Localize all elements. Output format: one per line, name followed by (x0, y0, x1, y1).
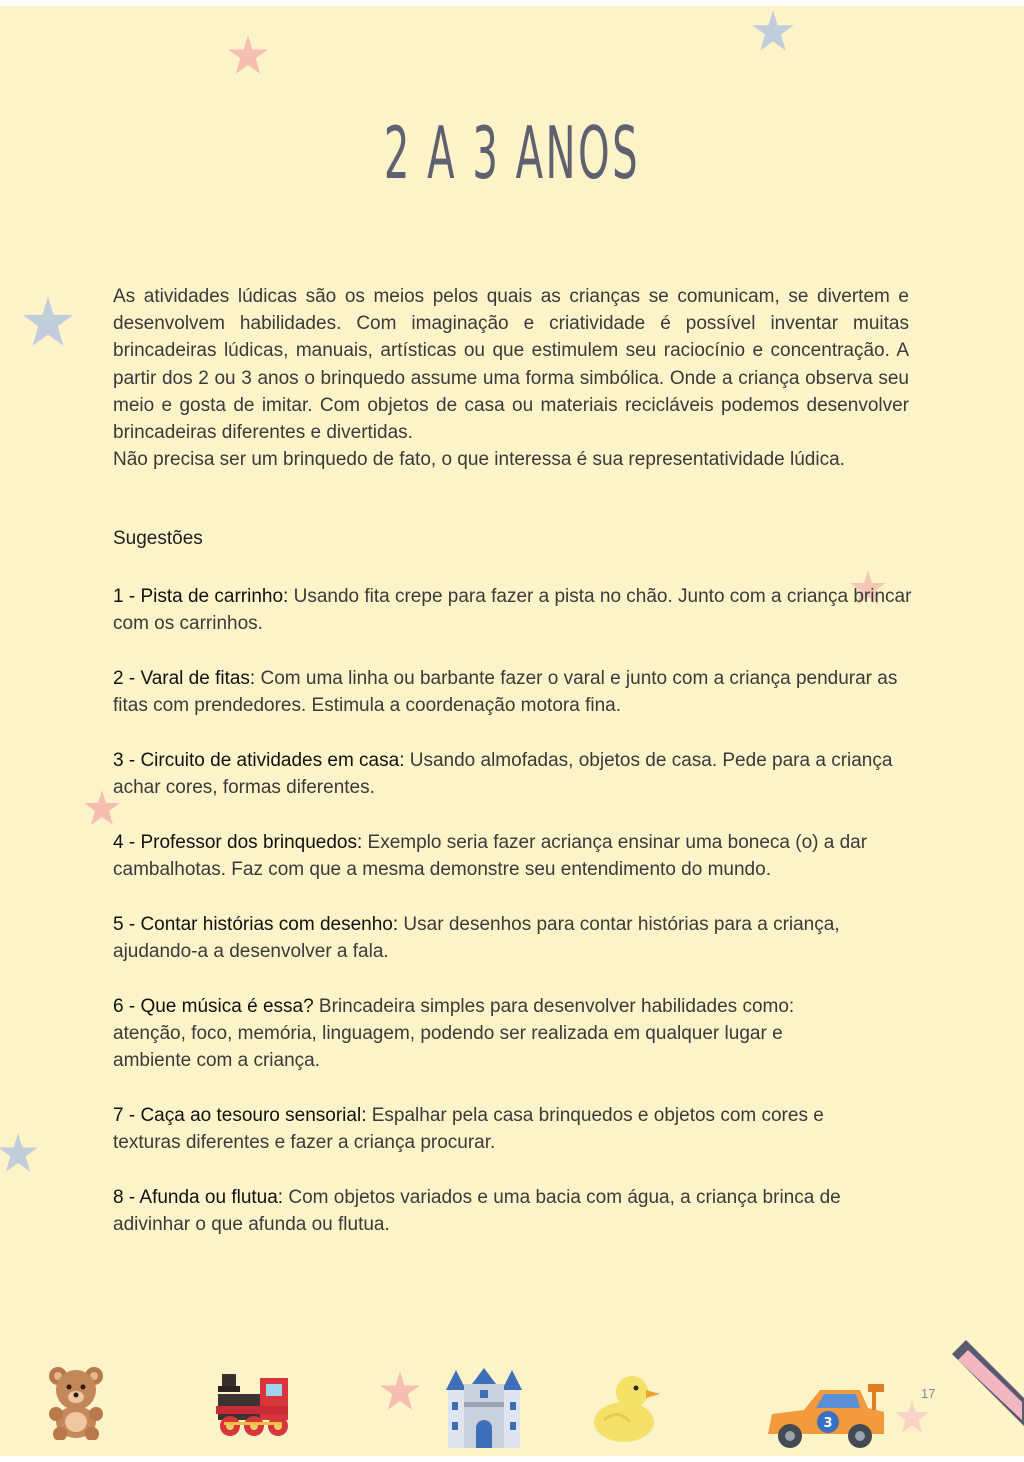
intro-text (113, 283, 909, 473)
race-car-number: 3 (823, 1416, 833, 1431)
suggestion-text: Com uma linha ou barbante fazer o varal e junto com a criança pendurar as fitas com prendedores. Estimula a coordenação motora fina. (113, 668, 898, 717)
suggestion-item (113, 911, 913, 965)
suggestion-item (113, 1102, 883, 1156)
race-car-icon (764, 1380, 888, 1452)
intro-paragraph: As atividades lúdicas são os meios pelos quais as crianças se comunicam, se divertem e desenvolvem habilidades. Com imaginação e criatividade é possível inventar muitas brincadeiras lúdicas, manuais, artísticas ou que estimulem seu raciocínio e concentração. A partir dos 2 ou 3 anos o brinquedo assume uma forma simbólica. Onde a criança observa seu meio e gosta de imitar. Com objetos de casa ou materiais recicláveis podemos desenvolver brincadeiras diferentes e divertidas. (113, 286, 909, 444)
crayon-icon (942, 1340, 1024, 1440)
train-icon (216, 1370, 292, 1440)
suggestion-title: 1 - Pista de carrinho: (113, 586, 289, 607)
suggestion-title: 5 - Contar histórias com desenho: (113, 914, 399, 935)
suggestion-title: 8 - Afunda ou flutua: (113, 1187, 284, 1208)
pink-star-icon (893, 1398, 931, 1436)
suggestion-text: Com objetos variados e uma bacia com água, a criança brinca de adivinhar o que afunda ou flutua. (113, 1187, 841, 1236)
suggestion-item (113, 747, 913, 801)
teddy-bear-icon (44, 1364, 108, 1440)
pink-star-icon (226, 33, 270, 77)
pink-star-icon (378, 1369, 422, 1413)
suggestion-item (113, 1184, 913, 1238)
suggestion-title: 2 - Varal de fitas: (113, 668, 256, 689)
rubber-duck-icon (590, 1368, 662, 1446)
suggestion-item (113, 583, 913, 637)
suggestion-item (113, 993, 853, 1075)
suggestion-title: 4 - Professor dos brinquedos: (113, 832, 363, 853)
suggestion-item (113, 829, 913, 883)
suggestion-text: Usar desenhos para contar histórias para a criança, ajudando-a a desenvolver a fala. (113, 914, 840, 963)
page-title: 2 A 3 ANOS (383, 111, 641, 195)
suggestion-text: Usando almofadas, objetos de casa. Pede para a criança achar cores, formas diferentes. (113, 750, 893, 799)
suggestion-text: Espalhar pela casa brinquedos e objetos com cores e texturas diferentes e fazer a criança procurar. (113, 1105, 824, 1154)
suggestion-item (113, 665, 913, 719)
suggestion-text: Exemplo seria fazer acriança ensinar uma boneca (o) a dar cambalhotas. Faz com que a mesma demonstre seu entendimento do mundo. (113, 832, 868, 881)
intro-paragraph: Não precisa ser um brinquedo de fato, o que interessa é sua representatividade lúdica. (113, 449, 845, 471)
suggestion-title: 3 - Circuito de atividades em casa: (113, 750, 405, 771)
suggestion-title: 7 - Caça ao tesouro sensorial: (113, 1105, 367, 1126)
blue-star-icon (750, 8, 796, 54)
castle-icon (442, 1368, 526, 1450)
suggestion-title: 6 - Que música é essa? (113, 996, 314, 1017)
page-number: 17 (921, 1386, 936, 1401)
blue-star-icon (20, 294, 76, 350)
suggestions-heading: Sugestões (113, 528, 203, 549)
document-page (0, 6, 1024, 1456)
blue-star-icon (0, 1131, 40, 1175)
suggestion-text: Brincadeira simples para desenvolver habilidades como: atenção, foco, memória, linguagem, podendo ser realizada em qualquer lugar e ambiente com a criança. (113, 996, 795, 1072)
suggestion-text: Usando fita crepe para fazer a pista no chão. Junto com a criança brincar com os carrinhos. (113, 586, 912, 635)
